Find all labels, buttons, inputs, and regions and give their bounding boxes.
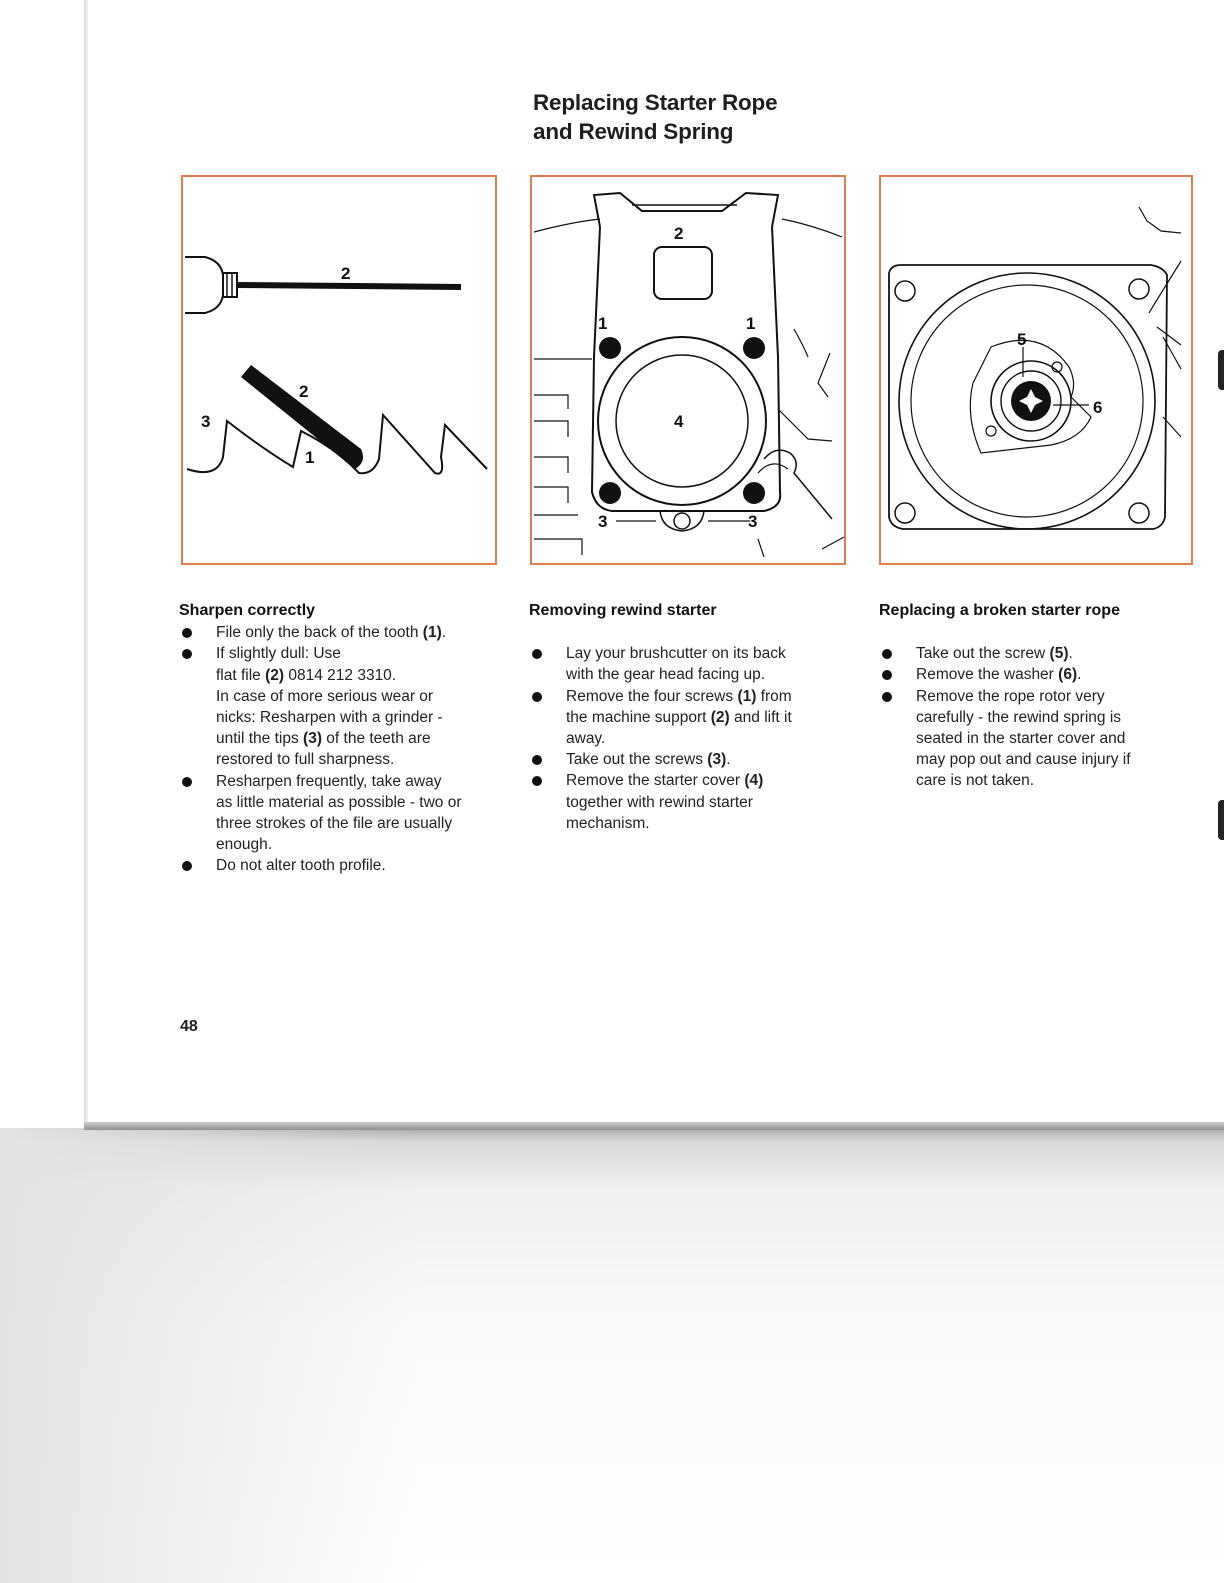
list-item-text: Resharpen frequently, take away — [216, 772, 442, 790]
label-screw-left: 1 — [598, 314, 608, 333]
list-item-text: Do not alter tooth profile. — [216, 857, 386, 875]
list-item-text: Remove the starter cover (4) — [566, 772, 764, 790]
bullet-icon — [532, 755, 542, 765]
figure-sharpen-correctly — [181, 175, 497, 565]
instruction-list — [529, 643, 839, 834]
page-title — [533, 88, 863, 146]
list-item-text: enough. — [216, 836, 273, 854]
figure-removing-rewind-starter — [530, 175, 846, 565]
starter-rope-illustration — [881, 177, 1191, 563]
label-screw: 5 — [1017, 330, 1027, 349]
list-item-text: as little material as possible - two or — [216, 793, 462, 811]
instruction-list — [179, 622, 489, 876]
instruction-list — [879, 643, 1189, 791]
title-line-2: and Rewind Spring — [533, 119, 734, 144]
list-item — [179, 622, 489, 643]
list-item-text: seated in the starter cover and — [916, 730, 1126, 748]
bullet-icon — [182, 628, 192, 638]
list-item — [179, 771, 489, 856]
label-washer: 6 — [1093, 398, 1103, 417]
list-item-text: flat file (2) 0814 212 3310. — [216, 666, 397, 684]
list-item — [529, 686, 839, 750]
list-item — [879, 686, 1189, 792]
list-item-text: Lay your brushcutter on its back — [566, 645, 786, 663]
bullet-icon — [532, 649, 542, 659]
list-item-text: Take out the screws (3). — [566, 751, 731, 769]
list-item-text: may pop out and cause injury if — [916, 751, 1131, 769]
list-item-text: Take out the screw (5). — [916, 645, 1073, 663]
section-heading: Replacing a broken starter rope — [879, 602, 1120, 619]
list-item-text: mechanism. — [566, 814, 650, 832]
edge-tab-marker — [1218, 350, 1224, 390]
list-item — [179, 643, 489, 770]
label-file: 2 — [299, 382, 309, 401]
spacer — [529, 622, 839, 643]
list-item-text: together with rewind starter — [566, 793, 753, 811]
list-item-text: away. — [566, 730, 606, 748]
list-item-text: If slightly dull: Use — [216, 645, 341, 663]
section-sharpen-correctly — [179, 600, 489, 877]
bullet-icon — [182, 777, 192, 787]
rewind-starter-illustration — [532, 177, 844, 563]
label-lower-screw-left: 3 — [598, 512, 608, 531]
list-item-text: Remove the washer (6). — [916, 666, 1082, 684]
list-item — [179, 855, 489, 876]
bullet-icon — [182, 649, 192, 659]
section-heading: Sharpen correctly — [179, 602, 316, 619]
spacer — [879, 622, 1189, 643]
page-bottom-edge — [84, 1122, 1224, 1130]
bullet-icon — [882, 649, 892, 659]
list-item-text: restored to full sharpness. — [216, 751, 395, 769]
label-screw-right: 1 — [746, 314, 756, 333]
list-item-text: with the gear head facing up. — [566, 666, 766, 684]
page-number: 48 — [180, 1018, 198, 1035]
label-tips: 3 — [201, 412, 211, 431]
list-item-text: the machine support (2) and lift it — [566, 708, 792, 726]
sharpen-illustration — [183, 177, 495, 563]
list-item — [529, 770, 839, 834]
list-item-text: In case of more serious wear or — [216, 687, 434, 705]
title-line-1: Replacing Starter Rope — [533, 90, 778, 115]
list-item-text: until the tips (3) of the teeth are — [216, 730, 431, 748]
list-item-text: File only the back of the tooth (1). — [216, 624, 447, 642]
binding-gutter — [84, 0, 88, 1128]
list-item — [879, 643, 1189, 664]
label-tooth-back: 1 — [305, 448, 315, 467]
section-heading: Removing rewind starter — [529, 602, 717, 619]
bullet-icon — [532, 776, 542, 786]
list-item-text: carefully - the rewind spring is — [916, 708, 1122, 726]
list-item-text: three strokes of the file are usually — [216, 815, 453, 833]
label-flat-file: 2 — [341, 264, 351, 283]
label-machine-support: 2 — [674, 224, 684, 243]
bullet-icon — [532, 692, 542, 702]
list-item-text: Remove the rope rotor very — [916, 687, 1105, 705]
list-item-text: nicks: Resharpen with a grinder - — [216, 709, 443, 727]
list-item — [529, 643, 839, 685]
section-replacing-starter-rope — [879, 600, 1189, 792]
page-shadow-left — [0, 1128, 420, 1583]
bullet-icon — [182, 861, 192, 871]
list-item-text: Remove the four screws (1) from — [566, 687, 792, 705]
list-item — [879, 664, 1189, 685]
bullet-icon — [882, 670, 892, 680]
section-removing-rewind-starter — [529, 600, 839, 834]
list-item-text: care is not taken. — [916, 772, 1035, 790]
label-starter-cover: 4 — [674, 412, 684, 431]
list-item — [529, 749, 839, 770]
label-lower-screw-right: 3 — [748, 512, 758, 531]
edge-tab-marker — [1218, 800, 1224, 840]
bullet-icon — [882, 692, 892, 702]
figure-replacing-starter-rope — [879, 175, 1193, 565]
